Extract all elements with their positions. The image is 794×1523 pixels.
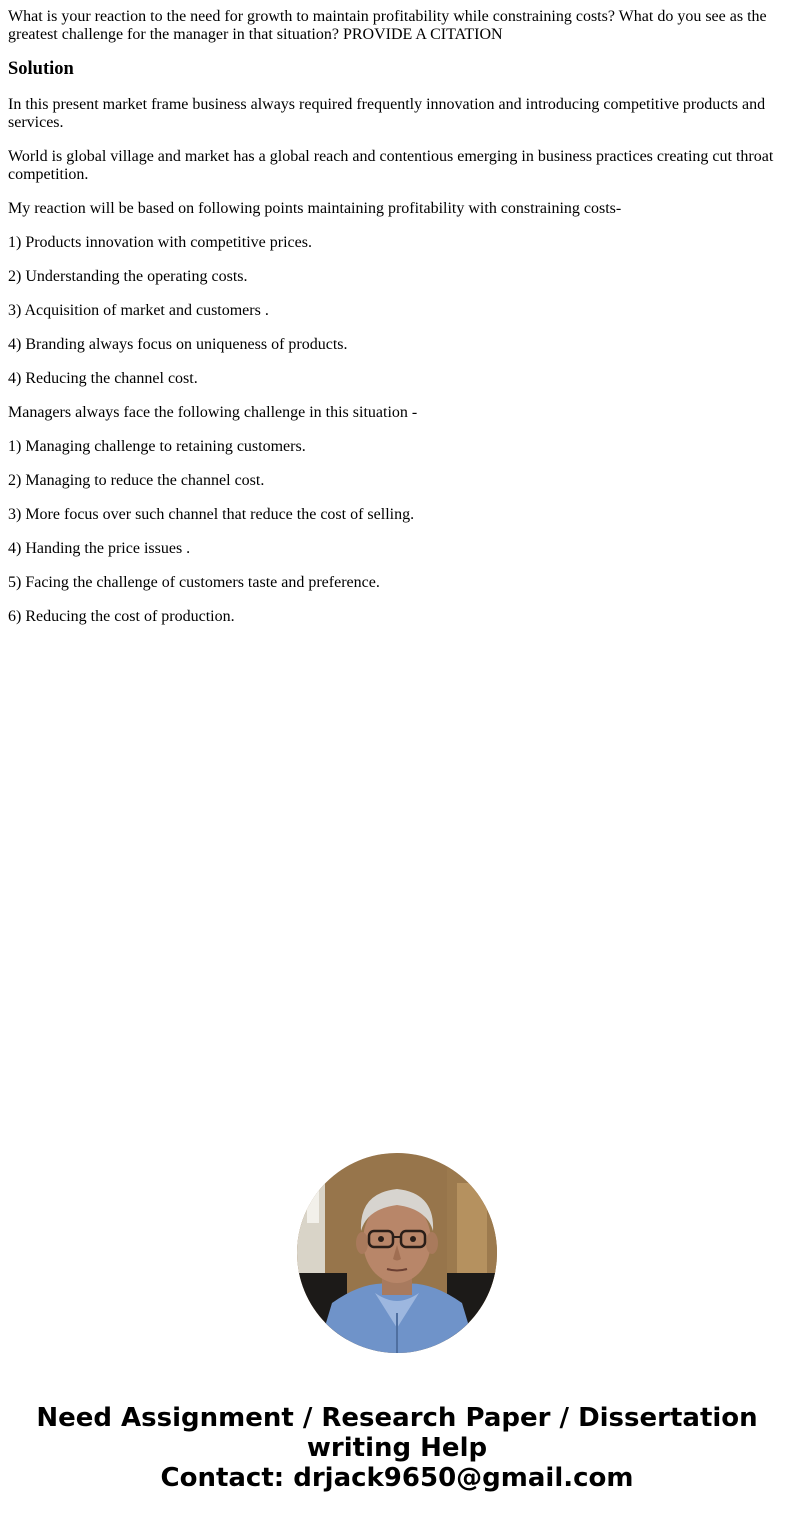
paragraph-challenges: Managers always face the following challenge in this situation - [8, 404, 418, 421]
list-item: 4) Handing the price issues . [8, 540, 191, 557]
promo-line-2: writing Help [306, 1433, 488, 1463]
promo-contact: Contact: drjack9650@gmail.com [160, 1463, 634, 1493]
list-item: 4) Reducing the channel cost. [8, 370, 198, 387]
list-item: 2) Managing to reduce the channel cost. [8, 472, 265, 489]
list-item: 4) Branding always focus on uniqueness of products. [8, 336, 348, 353]
list-item: 3) More focus over such channel that reduce the cost of selling. [8, 506, 415, 523]
author-avatar [297, 1153, 497, 1353]
list-item: 5) Facing the challenge of customers taste and preference. [8, 574, 380, 591]
list-item: 6) Reducing the cost of production. [8, 608, 235, 625]
list-item: 1) Managing challenge to retaining customers. [8, 438, 306, 455]
promo-line-1: Need Assignment / Research Paper / Dissertation [36, 1403, 758, 1433]
promo-banner [0, 1403, 794, 1493]
list-item: 1) Products innovation with competitive prices. [8, 234, 312, 251]
paragraph-global: World is global village and market has a global reach and contentious emerging in business practices creating cut throat competition. [8, 148, 774, 183]
paragraph-reaction: My reaction will be based on following points maintaining profitability with constraining costs- [8, 200, 622, 217]
list-item: 2) Understanding the operating costs. [8, 268, 248, 285]
answer-document [8, 8, 786, 642]
question-text: What is your reaction to the need for growth to maintain profitability while constraining costs? What do you see as the greatest challenge for the manager in that situation? PROVIDE A CITATION [8, 8, 767, 43]
list-item: 3) Acquisition of market and customers . [8, 302, 269, 319]
author-photo [297, 1153, 497, 1353]
solution-heading: Solution [8, 59, 74, 79]
paragraph-intro: In this present market frame business always required frequently innovation and introducing competitive products and services. [8, 96, 766, 131]
